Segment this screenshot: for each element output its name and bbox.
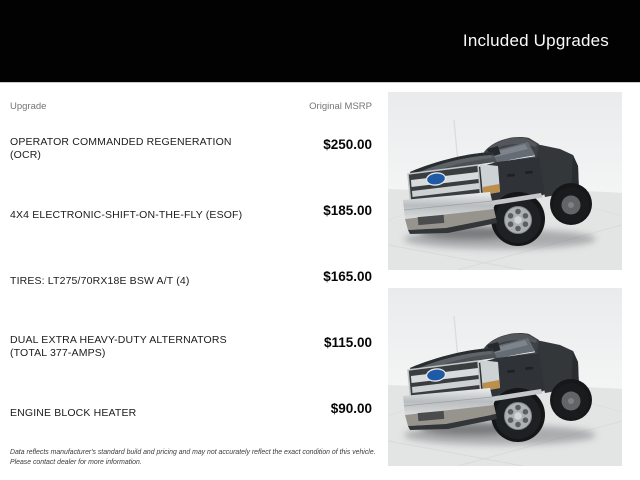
upgrade-price: $185.00 — [323, 202, 372, 218]
disclaimer-text — [10, 448, 380, 469]
upgrade-name: ENGINE BLOCK HEATER — [10, 406, 137, 419]
table-body — [10, 116, 372, 446]
disclaimer-line-1: Data reflects manufacturer's standard build and pricing and may not accurately reflect the exact condition of this vehicle. — [10, 449, 376, 456]
page-title: Included Upgrades — [462, 31, 609, 50]
main-content — [0, 83, 640, 469]
disclaimer-line-2: Please contact dealer for more information. — [10, 459, 142, 467]
column-header-msrp: Original MSRP — [309, 100, 372, 112]
table-row — [10, 182, 372, 248]
upgrade-price: $115.00 — [323, 334, 372, 350]
table-row — [10, 248, 372, 314]
upgrade-name: 4X4 ELECTRONIC-SHIFT-ON-THE-FLY (ESOF) — [10, 208, 243, 221]
vehicle-photos — [388, 83, 622, 469]
table-row — [10, 314, 372, 380]
table-row — [10, 116, 372, 182]
vehicle-photo-top — [388, 92, 622, 270]
upgrade-price: $90.00 — [330, 400, 372, 416]
column-header-upgrade: Upgrade — [10, 100, 47, 112]
upgrade-price: $165.00 — [323, 268, 372, 284]
upgrade-name: OPERATOR COMMANDED REGENERATION (OCR) — [10, 136, 232, 161]
table-header-row — [10, 96, 372, 116]
upgrade-price: $250.00 — [323, 136, 372, 152]
vehicle-photo-bottom — [388, 288, 622, 466]
title-bar — [0, 0, 640, 83]
upgrade-name: DUAL EXTRA HEAVY-DUTY ALTERNATORS (TOTAL 377-AMPS) — [10, 334, 227, 359]
upgrades-table — [0, 83, 388, 469]
table-row — [10, 380, 372, 446]
upgrade-name: TIRES: LT275/70RX18E BSW A/T (4) — [10, 274, 190, 287]
